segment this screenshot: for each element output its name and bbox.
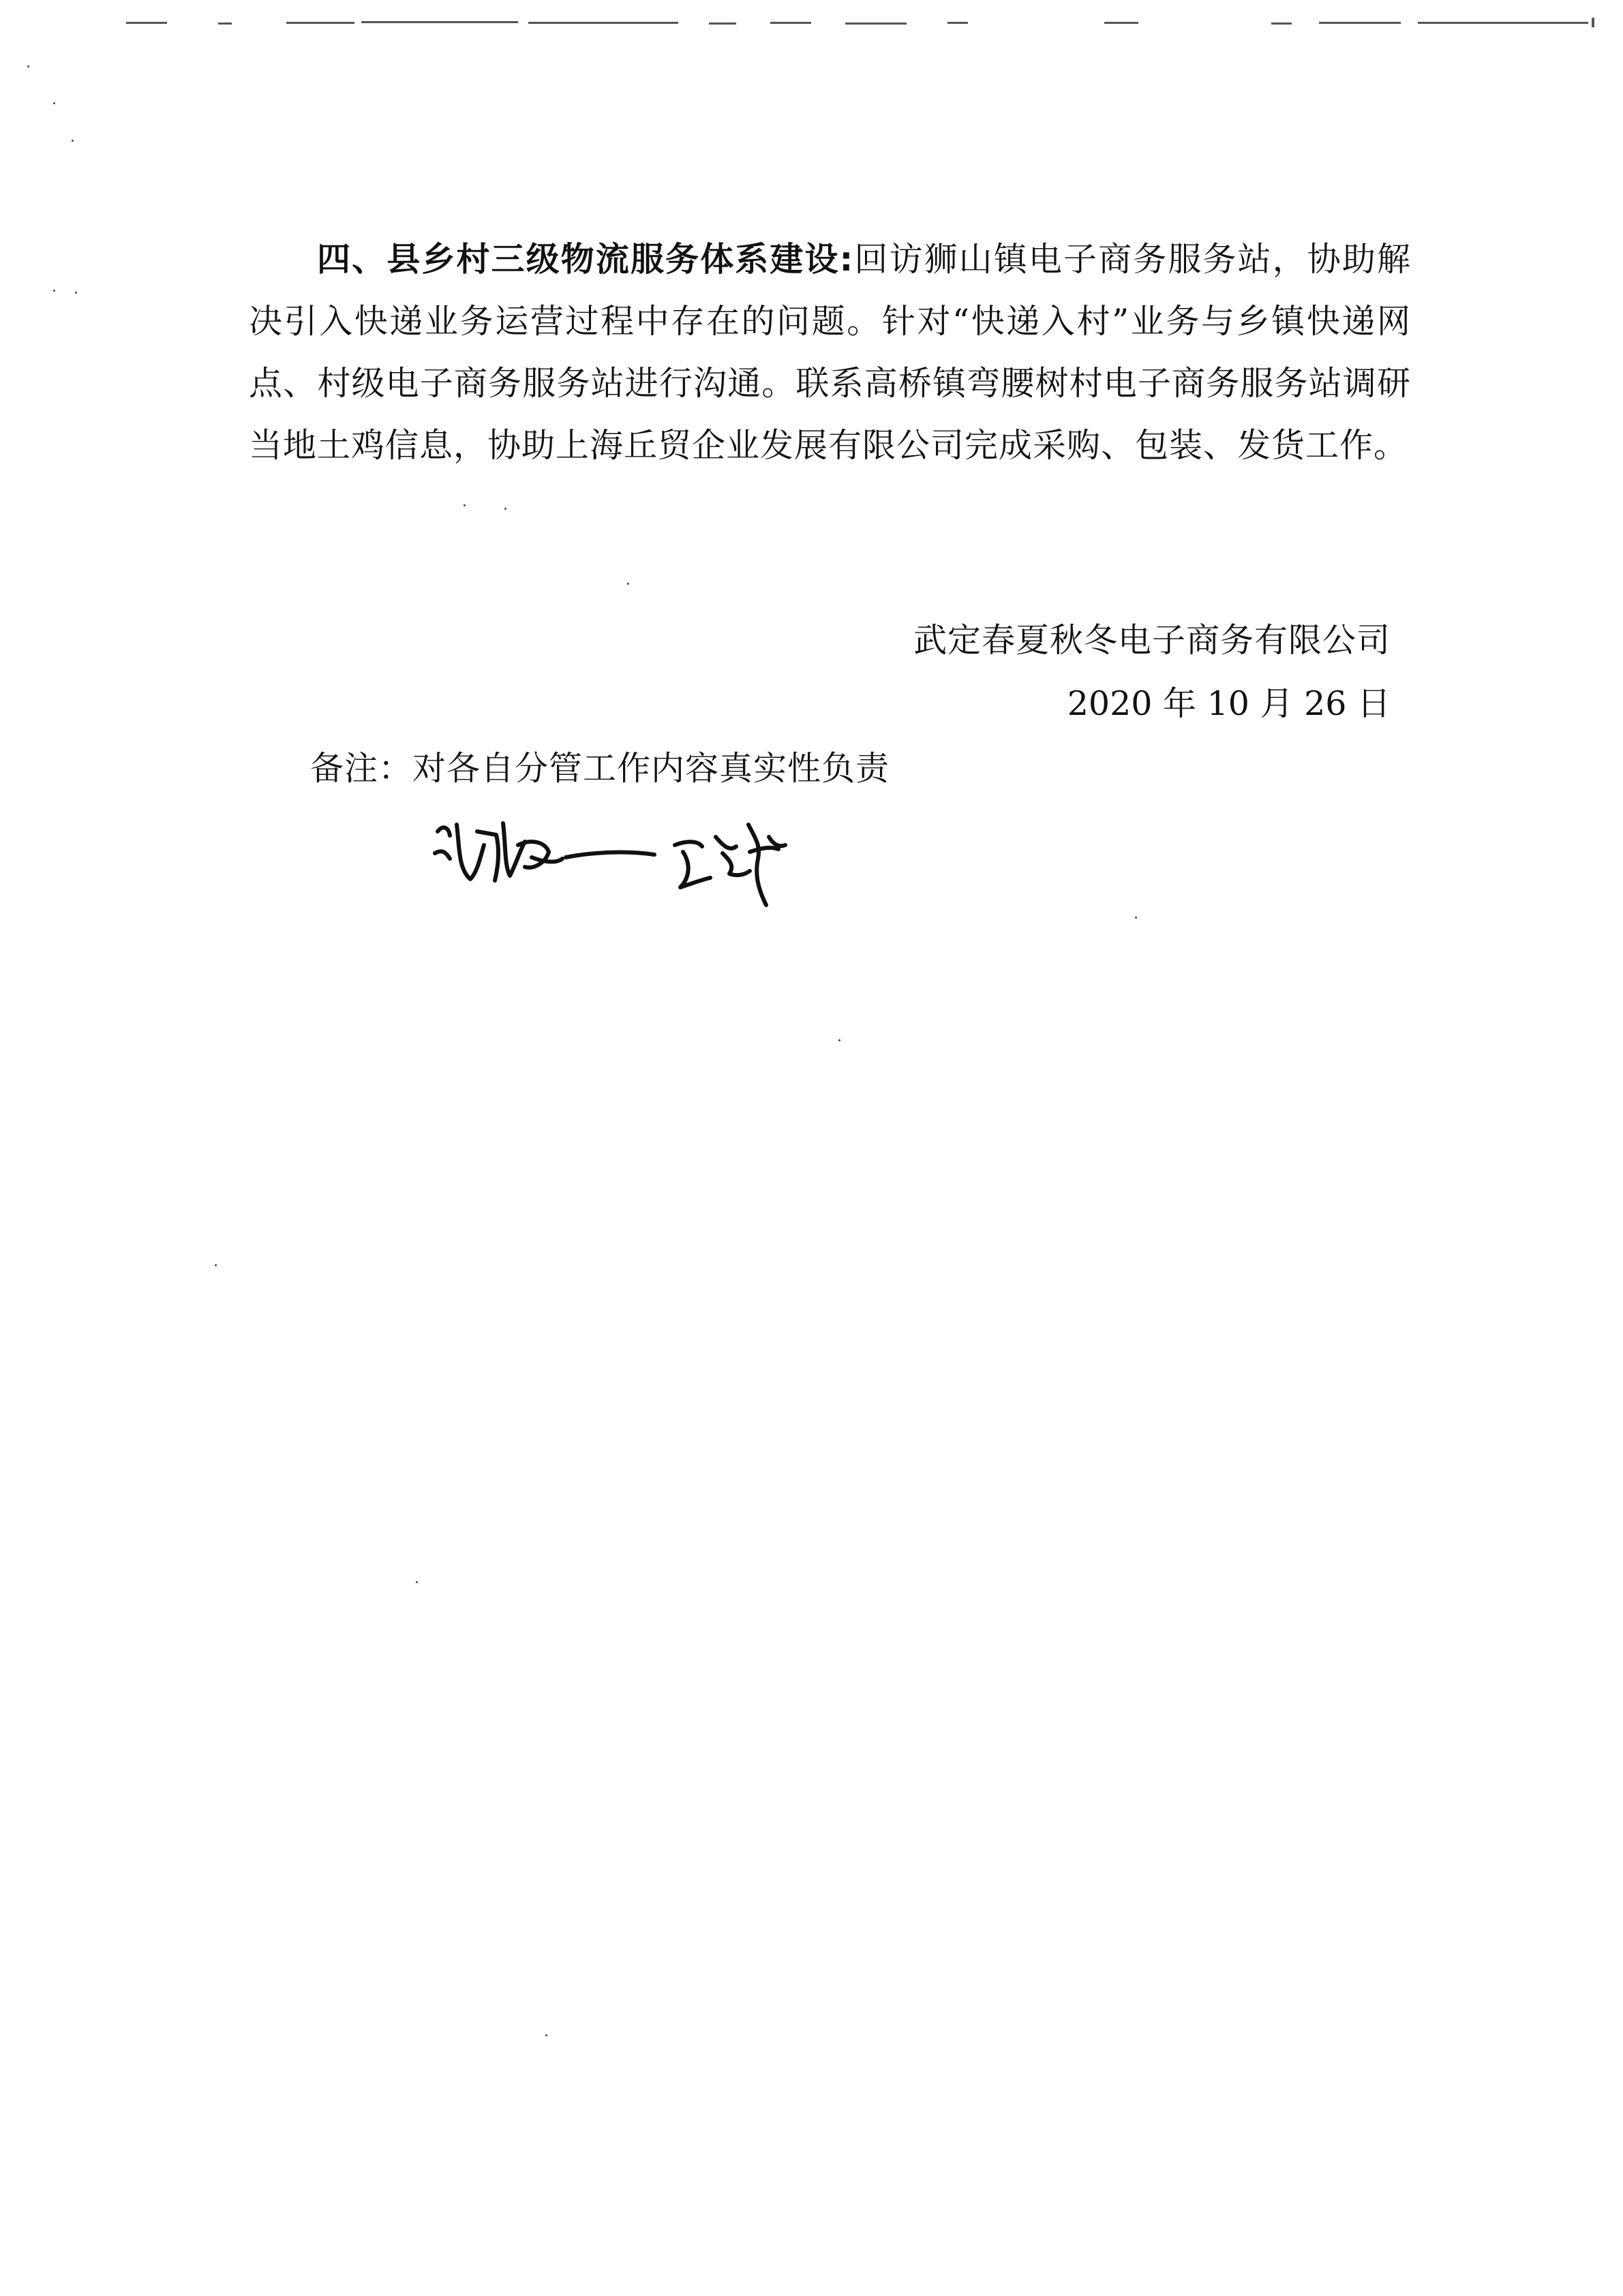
document-date: 2020 年 10 月 26 日 xyxy=(1067,684,1391,723)
scan-speck xyxy=(72,140,74,142)
remark-note: 备注：对各自分管工作内容真实性负责 xyxy=(310,749,890,788)
scan-speck xyxy=(1135,917,1137,919)
company-name: 武定春夏秋冬电子商务有限公司 xyxy=(913,621,1391,660)
handwritten-signature xyxy=(429,804,811,920)
scan-speck xyxy=(53,102,55,104)
scan-speck xyxy=(545,2034,547,2036)
scan-speck xyxy=(627,583,629,585)
section-body-text: 回访狮山镇电子商务服务站，协助解决引入快递业务运营过程中存在的问题。针对“快递入村”业务与乡镇快递网点、村级电子商务服务站进行沟通。联系高桥镇弯腰树村电子商务服务站调研当地土鸡信息，协助上海丘贸企业发展有限公司完成采购、包装、发货工作。 xyxy=(249,240,1411,465)
scan-speck xyxy=(464,504,466,506)
section-heading: 四、县乡村三级物流服务体系建设: xyxy=(317,240,854,279)
scan-speck xyxy=(416,1581,418,1583)
scan-edge-artifacts xyxy=(0,0,1623,41)
scan-speck xyxy=(504,508,506,510)
scan-speck xyxy=(53,290,55,292)
body-paragraph xyxy=(249,228,1411,476)
scan-speck xyxy=(838,1039,840,1041)
scan-speck xyxy=(75,292,77,294)
scan-speck xyxy=(27,65,29,67)
scan-speck xyxy=(215,1264,217,1266)
